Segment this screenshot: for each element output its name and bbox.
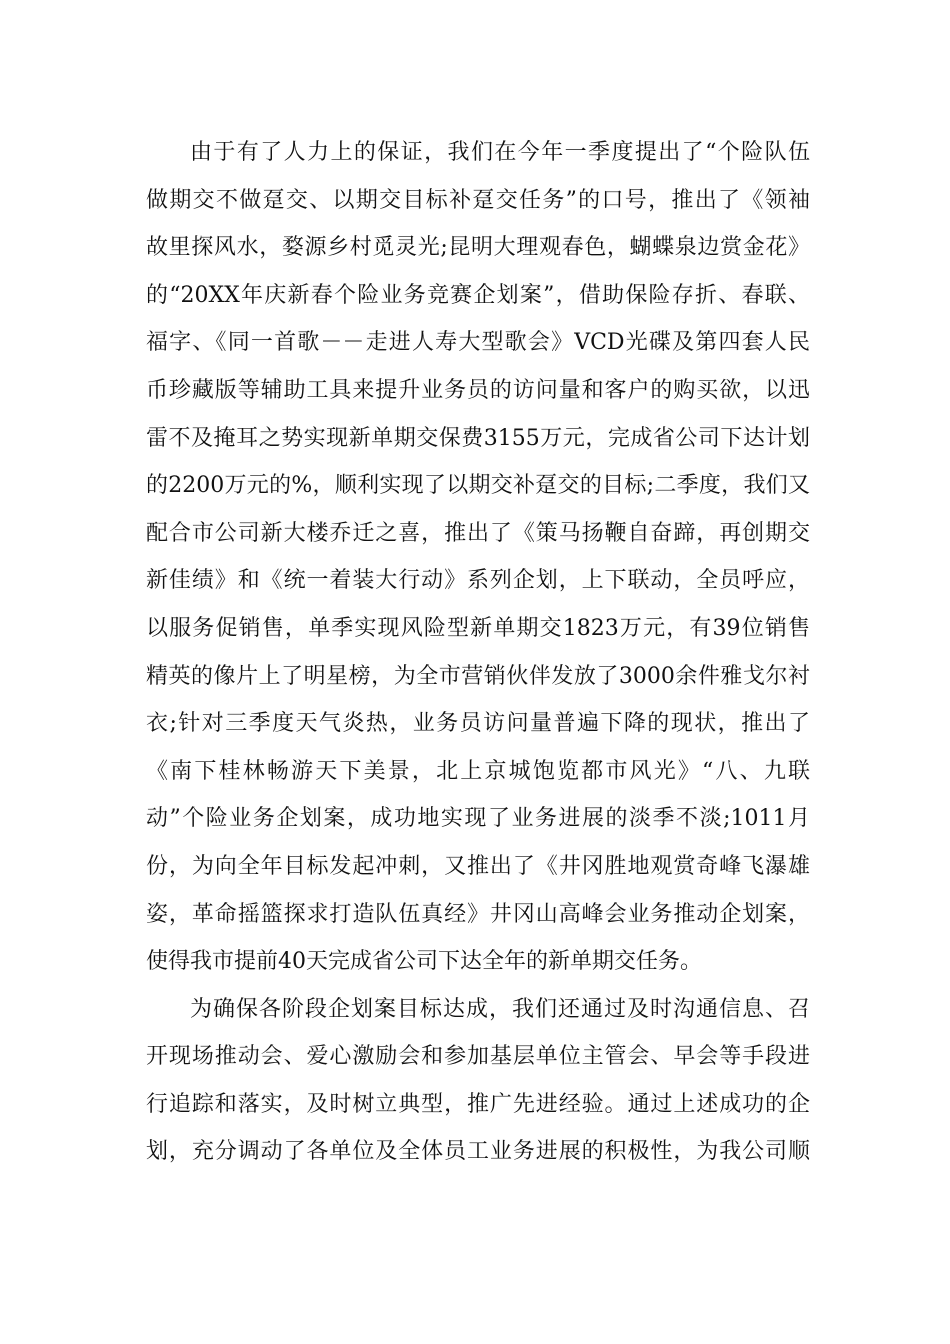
- paragraph-1-line-16: 份，为向全年目标发起冲刺，又推出了《井冈胜地观赏奇峰飞瀑雄: [146, 853, 810, 879]
- paragraph-2-line-2: 开现场推动会、爱心激励会和参加基层单位主管会、早会等手段进: [146, 1044, 810, 1070]
- paragraph-1-line-8: 的2200万元的%，顺利实现了以期交补趸交的目标;二季度，我们又: [146, 473, 810, 499]
- paragraph-1-line-9: 配合市公司新大楼乔迁之喜，推出了《策马扬鞭自奋蹄，再创期交: [146, 520, 810, 546]
- paragraph-1-line-10: 新佳绩》和《统一着装大行动》系列企划，上下联动，全员呼应，: [146, 568, 810, 594]
- paragraph-1-line-4: 的“20XX年庆新春个险业务竞赛企划案”，借助保险存折、春联、: [146, 282, 810, 308]
- paragraph-1-line-12: 精英的像片上了明星榜，为全市营销伙伴发放了3000余件雅戈尔衬: [146, 663, 810, 689]
- paragraph-1-line-6: 币珍藏版等辅助工具来提升业务员的访问量和客户的购买欲，以迅: [146, 377, 810, 403]
- paragraph-1-line-14: 《南下桂林畅游天下美景，北上京城饱览都市风光》“八、九联: [146, 758, 810, 784]
- paragraph-1-line-2: 做期交不做趸交、以期交目标补趸交任务”的口号，推出了《领袖: [146, 187, 810, 213]
- paragraph-1-line-15: 动”个险业务企划案，成功地实现了业务进展的淡季不淡;1011月: [146, 806, 810, 832]
- paragraph-1-line-13: 衣;针对三季度天气炎热，业务员访问量普遍下降的现状，推出了: [146, 711, 810, 737]
- paragraph-1-line-7: 雷不及掩耳之势实现新单期交保费3155万元，完成省公司下达计划: [146, 425, 810, 451]
- paragraph-2-line-4: 划，充分调动了各单位及全体员工业务进展的积极性，为我公司顺: [146, 1139, 810, 1165]
- paragraph-1-line-3: 故里探风水，婺源乡村觅灵光;昆明大理观春色，蝴蝶泉边赏金花》: [146, 235, 810, 261]
- paragraph-1-line-5: 福字、《同一首歌－－走进人寿大型歌会》VCD光碟及第四套人民: [146, 330, 810, 356]
- body-text: [146, 129, 810, 1176]
- paragraph-1-line-1: 由于有了人力上的保证，我们在今年一季度提出了“个险队伍: [190, 140, 810, 165]
- paragraph-1-line-11: 以服务促销售，单季实现风险型新单期交1823万元，有39位销售: [146, 615, 810, 641]
- paragraph-1-line-17: 姿，革命摇篮探求打造队伍真经》井冈山高峰会业务推动企划案，: [146, 901, 810, 927]
- paragraph-2-line-3: 行追踪和落实，及时树立典型，推广先进经验。通过上述成功的企: [146, 1091, 810, 1117]
- paragraph-1-line-18: 使得我市提前40天完成省公司下达全年的新单期交任务。: [146, 949, 702, 975]
- paragraph-2-line-1: 为确保各阶段企划案目标达成，我们还通过及时沟通信息、召: [190, 996, 810, 1022]
